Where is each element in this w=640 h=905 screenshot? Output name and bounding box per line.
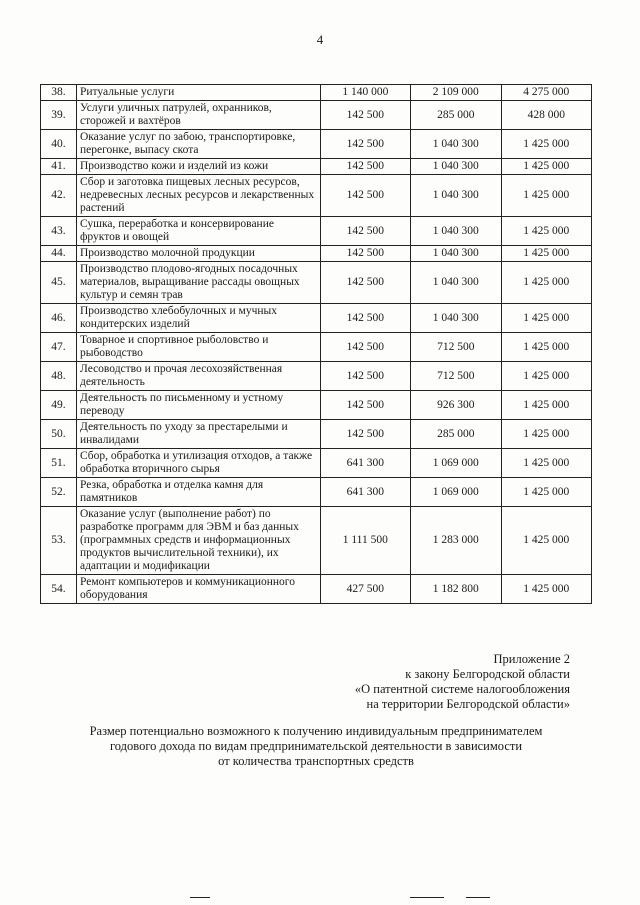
income-value-1-cell: 142 500 (320, 333, 410, 362)
activity-name-cell: Оказание услуг (выполнение работ) по разработке программ для ЭВМ и баз данных (программных средств и информационных продуктов вычислительной техники), их адаптации и модификации (76, 507, 320, 575)
income-value-1-cell: 142 500 (320, 262, 410, 304)
activity-name-cell: Резка, обработка и отделка камня для памятников (76, 478, 320, 507)
appendix-law-scope: на территории Белгородской области» (366, 697, 570, 711)
scan-mark (190, 897, 210, 898)
activity-name-cell: Производство плодово-ягодных посадочных материалов, выращивание рассады овощных культур и семян трав (76, 262, 320, 304)
appendix-header (355, 652, 570, 712)
income-value-3-cell: 1 425 000 (501, 159, 592, 175)
income-value-3-cell: 1 425 000 (501, 262, 592, 304)
income-value-3-cell: 1 425 000 (501, 246, 592, 262)
income-value-3-cell: 1 425 000 (501, 391, 592, 420)
row-number-cell: 52. (41, 478, 77, 507)
income-value-2-cell: 712 500 (411, 333, 501, 362)
table-row (41, 478, 592, 507)
row-number-cell: 39. (41, 101, 77, 130)
table-row (41, 175, 592, 217)
income-value-3-cell: 4 275 000 (501, 85, 592, 101)
table-row (41, 304, 592, 333)
income-value-1-cell: 641 300 (320, 449, 410, 478)
row-number-cell: 48. (41, 362, 77, 391)
row-number-cell: 49. (41, 391, 77, 420)
page-number: 4 (316, 32, 324, 47)
income-value-1-cell: 641 300 (320, 478, 410, 507)
row-number-cell: 47. (41, 333, 77, 362)
table-row (41, 246, 592, 262)
income-value-2-cell: 1 040 300 (411, 246, 501, 262)
row-number-cell: 38. (41, 85, 77, 101)
table-row (41, 391, 592, 420)
income-value-3-cell: 1 425 000 (501, 175, 592, 217)
income-value-2-cell: 1 040 300 (411, 304, 501, 333)
heading-line: годового дохода по видам предпринимательской деятельности в зависимости (109, 739, 523, 753)
income-value-1-cell: 142 500 (320, 304, 410, 333)
income-value-2-cell: 1 069 000 (411, 478, 501, 507)
activity-name-cell: Сбор, обработка и утилизация отходов, а также обработка вторичного сырья (76, 449, 320, 478)
activity-name-cell: Производство хлебобулочных и мучных кондитерских изделий (76, 304, 320, 333)
table-row (41, 262, 592, 304)
row-number-cell: 44. (41, 246, 77, 262)
income-value-3-cell: 1 425 000 (501, 130, 592, 159)
income-value-3-cell: 1 425 000 (501, 575, 592, 604)
row-number-cell: 45. (41, 262, 77, 304)
income-value-1-cell: 142 500 (320, 159, 410, 175)
table-row (41, 130, 592, 159)
table-row (41, 449, 592, 478)
row-number-cell: 46. (41, 304, 77, 333)
row-number-cell: 54. (41, 575, 77, 604)
row-number-cell: 40. (41, 130, 77, 159)
table-row (41, 507, 592, 575)
table-row (41, 85, 592, 101)
income-value-1-cell: 142 500 (320, 362, 410, 391)
income-value-2-cell: 1 040 300 (411, 262, 501, 304)
income-value-2-cell: 1 182 800 (411, 575, 501, 604)
table-row (41, 101, 592, 130)
income-value-2-cell: 1 069 000 (411, 449, 501, 478)
table-row (41, 362, 592, 391)
table-row (41, 217, 592, 246)
income-value-1-cell: 142 500 (320, 391, 410, 420)
appendix-title: Приложение 2 (493, 652, 570, 666)
income-value-3-cell: 1 425 000 (501, 362, 592, 391)
row-number-cell: 53. (41, 507, 77, 575)
row-number-cell: 41. (41, 159, 77, 175)
table-body (41, 85, 592, 604)
row-number-cell: 43. (41, 217, 77, 246)
income-value-2-cell: 712 500 (411, 362, 501, 391)
income-value-2-cell: 1 283 000 (411, 507, 501, 575)
income-value-2-cell: 1 040 300 (411, 130, 501, 159)
activity-name-cell: Сушка, переработка и консервирование фруктов и овощей (76, 217, 320, 246)
row-number-cell: 42. (41, 175, 77, 217)
section-heading (40, 724, 592, 769)
activity-name-cell: Деятельность по письменному и устному переводу (76, 391, 320, 420)
table-row (41, 420, 592, 449)
scan-mark (466, 897, 490, 898)
activity-name-cell: Сбор и заготовка пищевых лесных ресурсов, недревесных лесных ресурсов и лекарственных растений (76, 175, 320, 217)
income-value-2-cell: 285 000 (411, 420, 501, 449)
income-value-1-cell: 142 500 (320, 175, 410, 217)
income-value-1-cell: 142 500 (320, 130, 410, 159)
income-value-1-cell: 427 500 (320, 575, 410, 604)
table-row (41, 333, 592, 362)
activity-name-cell: Производство молочной продукции (76, 246, 320, 262)
income-value-2-cell: 926 300 (411, 391, 501, 420)
table-row (41, 159, 592, 175)
income-value-2-cell: 1 040 300 (411, 159, 501, 175)
heading-line: Размер потенциально возможного к получению индивидуальным предпринимателем (89, 724, 543, 738)
heading-line: от количества транспортных средств (218, 754, 414, 768)
income-value-2-cell: 1 040 300 (411, 175, 501, 217)
scan-mark (410, 897, 444, 898)
activity-name-cell: Лесоводство и прочая лесохозяйственная деятельность (76, 362, 320, 391)
income-value-3-cell: 1 425 000 (501, 420, 592, 449)
row-number-cell: 51. (41, 449, 77, 478)
appendix-law-ref: к закону Белгородской области (405, 667, 570, 681)
income-value-1-cell: 1 111 500 (320, 507, 410, 575)
tax-income-table (40, 84, 592, 604)
activity-name-cell: Производство кожи и изделий из кожи (76, 159, 320, 175)
income-value-3-cell: 428 000 (501, 101, 592, 130)
income-value-1-cell: 1 140 000 (320, 85, 410, 101)
activity-name-cell: Ритуальные услуги (76, 85, 320, 101)
activity-name-cell: Ремонт компьютеров и коммуникационного оборудования (76, 575, 320, 604)
activity-name-cell: Товарное и спортивное рыболовство и рыбоводство (76, 333, 320, 362)
income-value-3-cell: 1 425 000 (501, 449, 592, 478)
row-number-cell: 50. (41, 420, 77, 449)
income-value-2-cell: 2 109 000 (411, 85, 501, 101)
income-value-3-cell: 1 425 000 (501, 507, 592, 575)
activity-name-cell: Услуги уличных патрулей, охранников, сторожей и вахтёров (76, 101, 320, 130)
activity-name-cell: Деятельность по уходу за престарелыми и инвалидами (76, 420, 320, 449)
income-value-2-cell: 1 040 300 (411, 217, 501, 246)
income-value-1-cell: 142 500 (320, 420, 410, 449)
income-value-1-cell: 142 500 (320, 246, 410, 262)
income-value-3-cell: 1 425 000 (501, 217, 592, 246)
income-value-2-cell: 285 000 (411, 101, 501, 130)
income-value-3-cell: 1 425 000 (501, 304, 592, 333)
income-value-1-cell: 142 500 (320, 217, 410, 246)
income-value-1-cell: 142 500 (320, 101, 410, 130)
income-value-3-cell: 1 425 000 (501, 333, 592, 362)
income-value-3-cell: 1 425 000 (501, 478, 592, 507)
appendix-law-name: «О патентной системе налогообложения (354, 682, 570, 696)
activity-name-cell: Оказание услуг по забою, транспортировке, перегонке, выпасу скота (76, 130, 320, 159)
table-row (41, 575, 592, 604)
